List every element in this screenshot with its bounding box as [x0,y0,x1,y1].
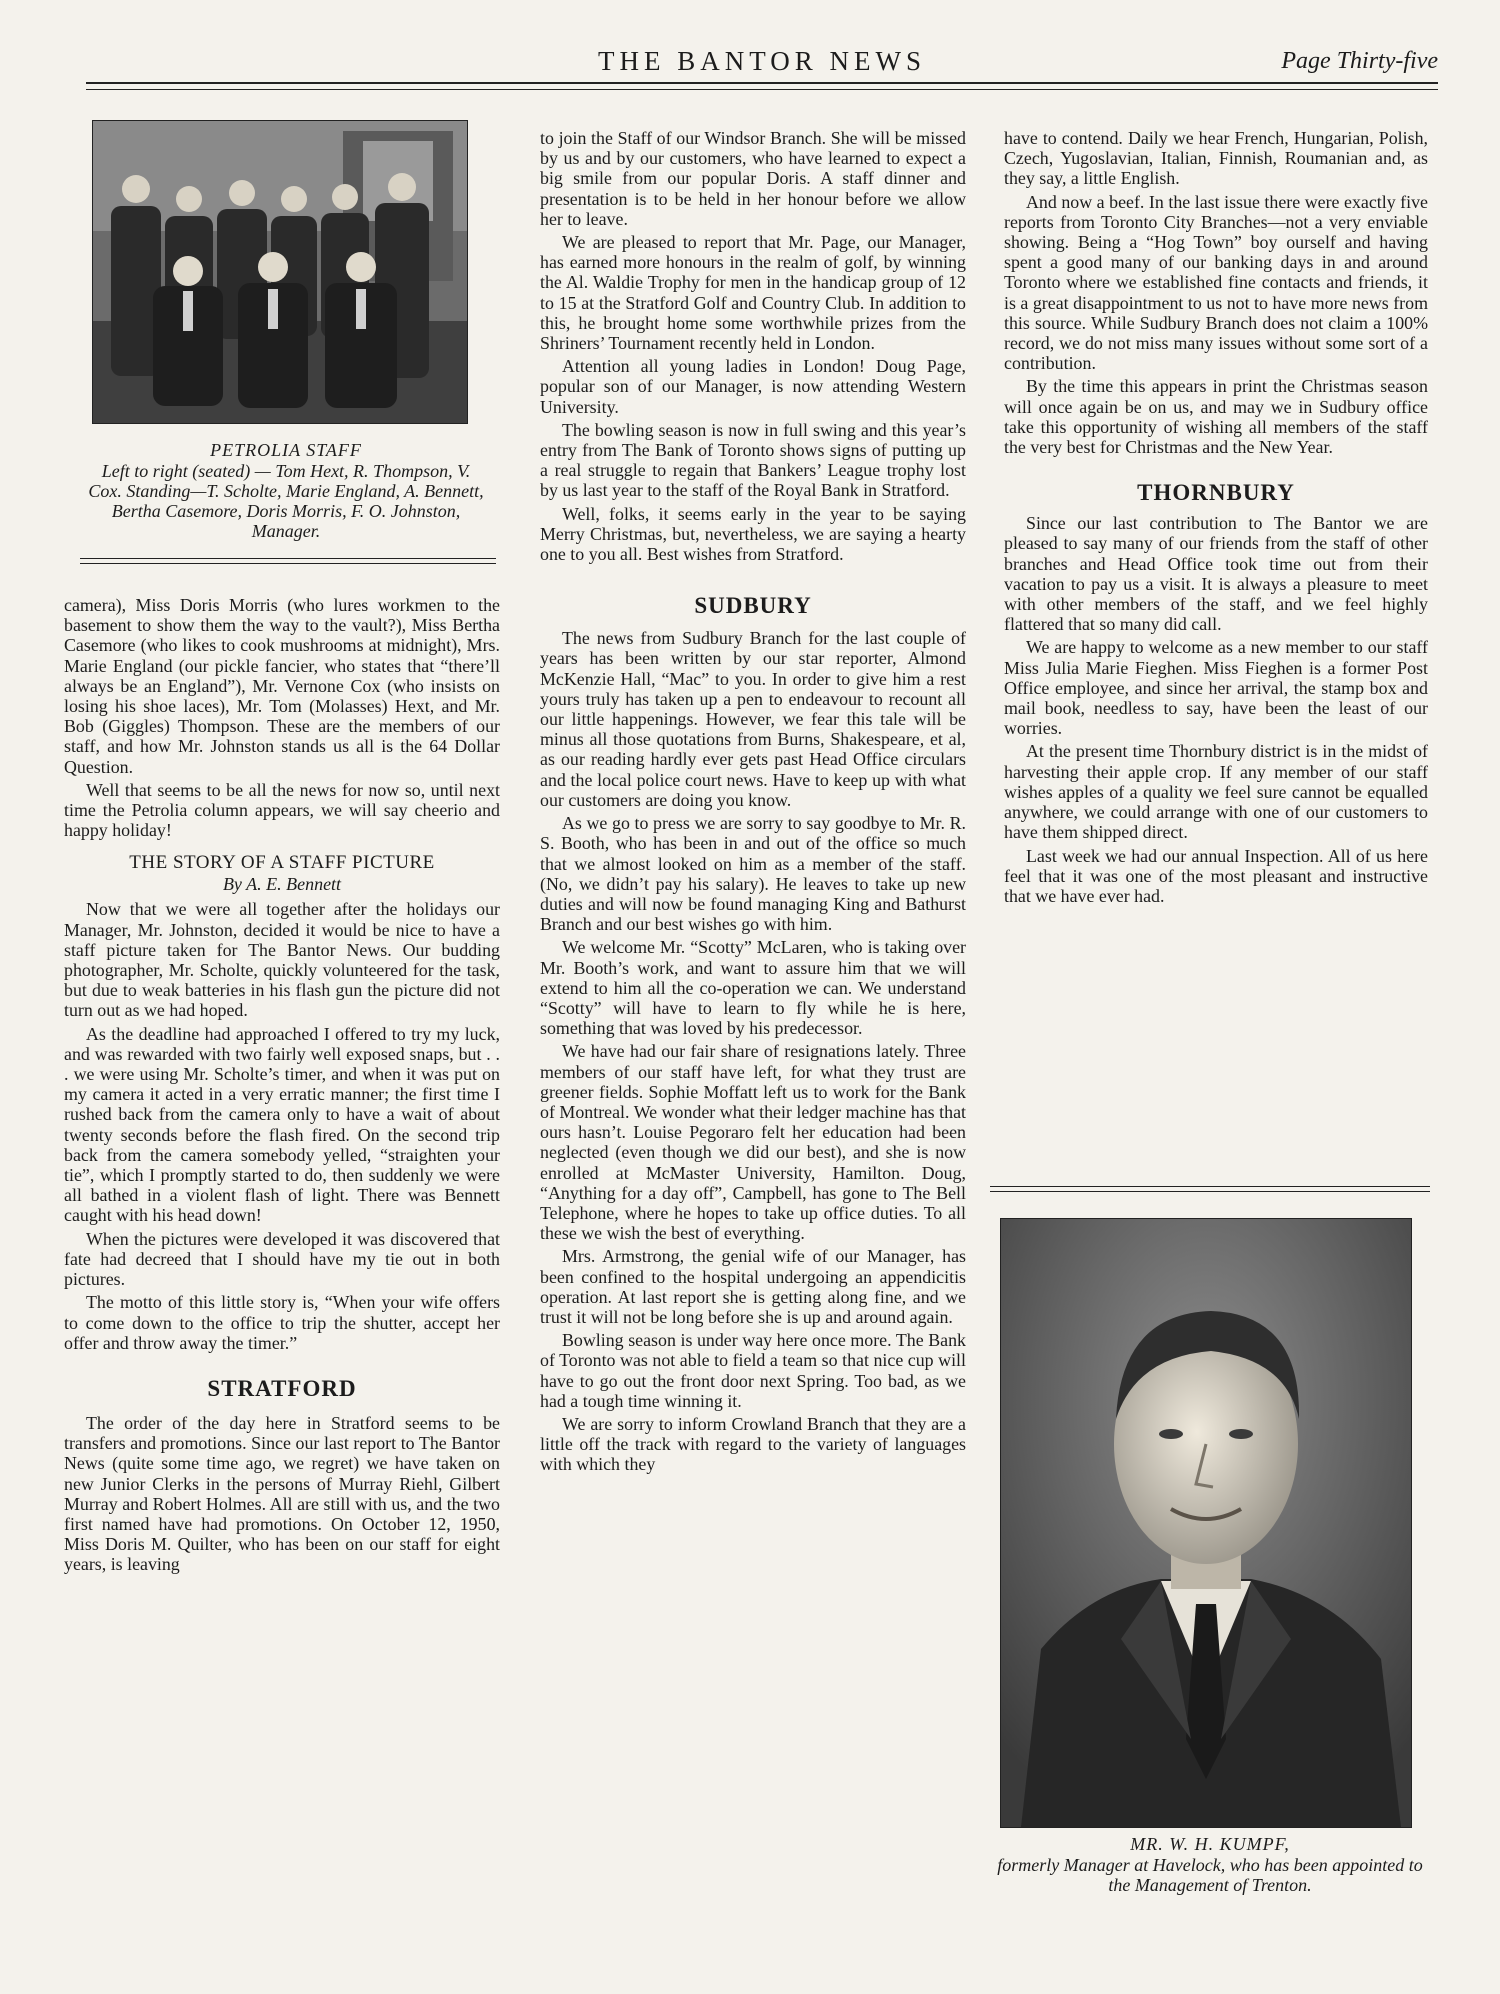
portrait-caption [990,1834,1430,1895]
story-byline: By A. E. Bennett [222,874,342,895]
thornbury-heading: THORNBURY [1137,480,1295,506]
thornbury-paragraph: We are happy to welcome as a new member to our staff Miss Julia Marie Fieghen. Miss Fieghen is a former Post Office employee, and since her arrival, the stamp box and mail book, needless to say, have been the least of our worries. [1004,637,1428,739]
petrolia-staff-photo [92,120,468,424]
stratford-heading: STRATFORD [207,1375,357,1401]
column-1 [66,120,506,541]
portrait-caption-name: MR. W. H. KUMPF, [1130,1834,1290,1854]
column-3-separator [990,1186,1430,1192]
story-paragraph: When the pictures were developed it was discovered that fate had decreed that I should have my tie out in both pictures. [64,1228,500,1290]
sudbury-paragraph: Bowling season is under way here once more. The Bank of Toronto was not able to field a team so that nice cup will have to go out the front door next Spring. Too bad, as we had a tough time winning it. [540,1330,966,1411]
petrolia-paragraph: camera), Miss Doris Morris (who lures workmen to the basement to show them the way to the vault?), Miss Bertha Casemore (who likes to cook mushrooms at midnight), Mrs. Marie England (our pickle fancier, who states that “there’ll always be an England”), Mr. Vernone Cox (who insists on losing his shoe laces), Mr. Tom (Molasses) Hext, and Mr. Bob (Giggles) Thompson. These are the members of our staff, and how Mr. Johnston stands us all is the 64 Dollar Question. [64,595,500,777]
portrait-image [1001,1219,1411,1827]
stratford-paragraph: Well, folks, it seems early in the year to be saying Merry Christmas, but, nevertheless, we are saying a hearty one to you all. Best wishes from Stratford. [540,503,966,565]
sudbury-paragraph: Mrs. Armstrong, the genial wife of our Manager, has been confined to the hospital undergoing an appendicitis operation. At last report she is getting along fine, and we trust it will not be long before she is up and around again. [540,1246,966,1327]
portrait-caption-text: formerly Manager at Havelock, who has been appointed to the Management of Trenton. [997,1855,1423,1895]
thornbury-paragraph: At the present time Thornbury district is in the midst of harvesting their apple crop. If any member of our staff wishes apples of a quality we feel sure cannot be equalled anywhere, we could arrange with one of our customers to have them shipped direct. [1004,741,1428,843]
stratford-paragraph: Attention all young ladies in London! Doug Page, popular son of our Manager, is now attending Western University. [540,356,966,417]
story-title: THE STORY OF A STAFF PICTURE [129,852,435,874]
page-header [86,44,1438,84]
sudbury-paragraph: We have had our fair share of resignations lately. Three members of our staff have left, for what they trust are greener fields. Sophie Moffatt left us to work for the Bank of Montreal. We wonder what their ledger machine has that ours hasn’t. Louise Pegoraro felt her education had been neglected (even though we did our best), and she is now enrolled at McMaster University, Hamilton. Doug, “Anything for a day off”, Campbell, has gone to The Bell Telephone, where he hopes to take up office duties. To all these we wish the best of everything. [540,1041,966,1244]
story-paragraph: As the deadline had approached I offered to try my luck, and was rewarded with two fairly well exposed snaps, but . . . we were using Mr. Scholte’s timer, and when it was put on my camera it acted in a very erratic manner; the first time I rushed back from the camera only to have a wait of about twenty seconds before the flash fired. On the second trip back from the camera somebody yelled, “straighten your tie”, which I promptly started to do, then suddenly we were all bathed in a violent flash of light. There was Bennett caught with his head down! [64,1023,500,1226]
kumpf-portrait [1000,1218,1412,1828]
thornbury-paragraph: Since our last contribution to The Bantor we are pleased to say many of our friends from the staff of other branches and Head Office took time out from their vacation to pay us a visit. It is always a pleasure to meet with other members of the staff, and we feel highly flattered that so many did call. [1004,513,1428,635]
story-paragraph: The motto of this little story is, “When your wife offers to come down to the office to trip the shutter, accept her offer and throw away the timer.” [64,1292,500,1353]
column-2 [540,128,966,1475]
stratford-paragraph: The bowling season is now in full swing and this year’s entry from The Bank of Toronto shows signs of putting up a real struggle to regain that Bankers’ League trophy lost by us last year to the staff of the Royal Bank in Stratford. [540,419,966,501]
photo-caption-title: PETROLIA STAFF [210,440,362,460]
column-1-separator [80,558,496,564]
column-1-text [64,595,500,1575]
sudbury-paragraph: We welcome Mr. “Scotty” McLaren, who is taking over Mr. Booth’s work, and want to assure him that we will extend to him all the co-operation we can. We understand “Scotty” will have to learn to fly while he is here, something that was loved by his predecessor. [540,937,966,1039]
header-rule [86,82,1438,90]
petrolia-paragraph: Well that seems to be all the news for now so, until next time the Petrolia column appears, we will say cheerio and happy holiday! [64,779,500,841]
sudbury-paragraph: By the time this appears in print the Christmas season will once again be on us, and may we in Sudbury office take this opportunity of wishing all members of the staff the very best for Christmas and the New Year. [1004,376,1428,458]
page-number: Page Thirty-five [1281,48,1438,74]
photo-caption-text: Left to right (seated) — Tom Hext, R. Thompson, V. Cox. Standing—T. Scholte, Marie England, A. Bennett, Bertha Casemore, Doris Morris, F. O. Johnston, Manager. [88,461,484,541]
sudbury-paragraph: The news from Sudbury Branch for the last couple of years has been written by our star reporter, Almond McKenzie Hall, “Mac” to you. In order to give him a rest yours truly has taken up a pen to endeavour to recount all our little happenings. However, we fear this tale will be minus all those quotations from Burns, Shakespeare, et al, as our reading hardly ever gets past Head Office circulars and the local police court news. Have to keep up with what our customers are doing you know. [540,628,966,810]
stratford-paragraph: to join the Staff of our Windsor Branch. She will be missed by us and by our customers, who have learned to expect a big smile from our popular Doris. A staff dinner and presentation is to be held in her honour before we allow her to leave. [540,128,966,229]
group-photo-image [93,121,467,423]
sudbury-paragraph: As we go to press we are sorry to say goodbye to Mr. R. S. Booth, who has been in and out of the office so much that we almost looked on him as a member of the staff. (No, we didn’t pay his salary). He leaves to take up new duties and will now be found managing King and Bathurst Branch and our best wishes go with him. [540,813,966,935]
sudbury-paragraph: have to contend. Daily we hear French, Hungarian, Polish, Czech, Yugoslavian, Italian, Finnish, Roumanian and, as they say, a little English. [1004,128,1428,189]
sudbury-paragraph: And now a beef. In the last issue there were exactly five reports from Toronto City Branches—not a very enviable showing. Being a “Hog Town” boy ourself and having spent a good many of our banking days in and around Toronto where we established fine contacts and friends, it is a great disappointment to us not to have more news from this source. While Sudbury Branch does not claim a 100% record, we do not miss many issues without some sort of a contribution. [1004,191,1428,374]
publication-title: THE BANTOR NEWS [598,46,926,76]
sudbury-heading: SUDBURY [694,593,812,619]
stratford-paragraph: We are pleased to report that Mr. Page, our Manager, has earned more honours in the realm of golf, by winning the Al. Waldie Trophy for men in the handicap group of 12 to 15 at the Stratford Golf and Country Club. In addition to this, he brought home some worthwhile prizes from the Shriners’ Tournament recently held in London. [540,232,966,354]
sudbury-paragraph: We are sorry to inform Crowland Branch that they are a little off the track with regard to the variety of languages with which they [540,1413,966,1475]
story-paragraph: Now that we were all together after the holidays our Manager, Mr. Johnston, decided it would be nice to have a staff picture taken for The Bantor News. Our budding photographer, Mr. Scholte, quickly volunteered for the task, but due to weak batteries in his flash gun the picture did not turn out as we had hoped. [64,899,500,1021]
stratford-paragraph: The order of the day here in Stratford seems to be transfers and promotions. Since our last report to The Bantor News (quite some time ago, we regret) we have taken on new Junior Clerks in the persons of Murray Riehl, Gilbert Murray and Robert Holmes. All are still with us, and the two first named have had promotions. On October 12, 1950, Miss Doris M. Quilter, who has been on our staff for eight years, is leaving [64,1412,500,1575]
thornbury-paragraph: Last week we had our annual Inspection. All of us here feel that it was one of the most pleasant and instructive that we have ever had. [1004,845,1428,906]
column-3 [1004,128,1428,906]
